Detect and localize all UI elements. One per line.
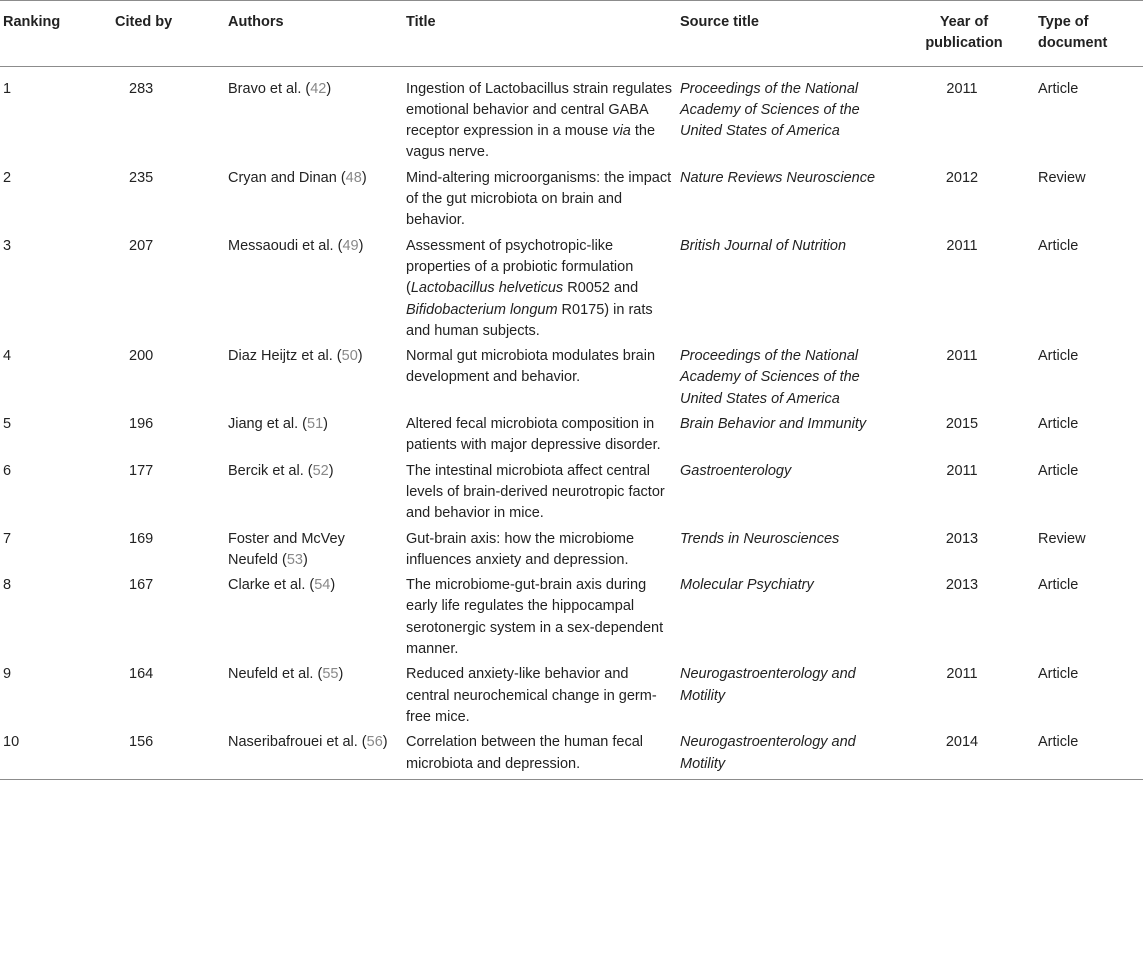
ranking-value: 3 (3, 237, 12, 254)
cell-ranking (0, 664, 111, 732)
ranking-value: 7 (3, 530, 12, 547)
document-type-value: Article (1038, 416, 1079, 433)
cell-title (402, 732, 676, 779)
cited-by-value: 235 (129, 169, 154, 186)
table-row (0, 529, 1143, 576)
header-ranking: Ranking (3, 14, 61, 30)
cell-year (894, 461, 1034, 529)
cell-authors (224, 236, 402, 346)
author-names: Bravo et al. ( (228, 80, 311, 97)
author-ref-close: ) (338, 666, 344, 683)
title-text-c: the vagus nerve. (406, 123, 656, 161)
author-names: Cryan and Dinan ( (228, 169, 346, 186)
cell-cited-by (111, 236, 224, 346)
reference-link[interactable]: 55 (322, 666, 339, 683)
author-names: Foster and McVey Neufeld ( (228, 530, 345, 568)
cell-ranking (0, 461, 111, 529)
author-names: Naseribafrouei et al. ( (228, 734, 367, 751)
author-names: Diaz Heijtz et al. ( (228, 348, 342, 365)
title-text-a: The microbiome-gut-brain axis during early life regulates the hippocampal serotonergic system in a sex-dependent manner. (406, 577, 664, 658)
cell-ranking (0, 414, 111, 461)
ranking-value: 8 (3, 577, 12, 594)
year-value: 2011 (946, 462, 978, 479)
document-type-value: Article (1038, 462, 1079, 479)
cell-year (894, 346, 1034, 414)
cell-type (1034, 346, 1143, 414)
header-cited-by: Cited by (115, 14, 173, 30)
cell-type (1034, 732, 1143, 779)
cell-authors (224, 529, 402, 576)
year-value: 2011 (946, 80, 978, 97)
cell-cited-by (111, 414, 224, 461)
cell-ranking (0, 732, 111, 779)
title-text-a: Gut-brain axis: how the microbiome influences anxiety and depression. (406, 530, 635, 568)
cell-cited-by (111, 732, 224, 779)
source-title-value: Brain Behavior and Immunity (680, 416, 867, 433)
cell-source-title (676, 414, 894, 461)
cell-authors (224, 168, 402, 236)
cited-by-value: 200 (129, 348, 154, 365)
cell-cited-by (111, 664, 224, 732)
source-title-value: Proceedings of the National Academy of Sciences of the United States of America (680, 80, 860, 140)
author-ref-close: ) (358, 237, 364, 254)
title-text-c: R0052 and (563, 280, 639, 297)
cell-title (402, 529, 676, 576)
cell-authors (224, 66, 402, 168)
cell-ranking (0, 236, 111, 346)
title-text-b: Lactobacillus helveticus (410, 280, 564, 297)
document-type-value: Article (1038, 734, 1079, 751)
cell-type (1034, 66, 1143, 168)
table-body (0, 66, 1143, 779)
reference-link[interactable]: 56 (366, 734, 383, 751)
title-text-a: Mind-altering microorganisms: the impact of the gut microbiota on brain and behavior. (406, 169, 672, 229)
cell-authors (224, 461, 402, 529)
header-authors: Authors (228, 14, 284, 30)
cell-title (402, 664, 676, 732)
cell-authors (224, 732, 402, 779)
table-header (0, 1, 1143, 67)
cited-by-value: 196 (129, 416, 154, 433)
cell-cited-by (111, 575, 224, 664)
cell-title (402, 236, 676, 346)
title-text-d: Bifidobacterium longum (406, 301, 558, 318)
reference-link[interactable]: 51 (307, 416, 324, 433)
year-value: 2011 (946, 237, 978, 254)
source-title-value: Neurogastroenterology and Motility (680, 666, 856, 704)
cell-source-title (676, 236, 894, 346)
document-type-value: Article (1038, 577, 1079, 594)
cited-by-value: 164 (129, 666, 154, 683)
cell-source-title (676, 346, 894, 414)
title-text-a: Assessment of psychotropic-like properties of a probiotic formulation ( (406, 237, 634, 297)
header-year-line2: publication (925, 35, 1003, 52)
cell-ranking (0, 66, 111, 168)
reference-link[interactable]: 54 (314, 577, 331, 594)
cell-ranking (0, 168, 111, 236)
author-ref-close: ) (326, 80, 332, 97)
title-text-a: Correlation between the human fecal microbiota and depression. (406, 734, 643, 772)
cell-source-title (676, 66, 894, 168)
reference-link[interactable]: 49 (342, 237, 359, 254)
cell-source-title (676, 461, 894, 529)
ranking-value: 6 (3, 462, 12, 479)
author-names: Jiang et al. ( (228, 416, 307, 433)
cell-cited-by (111, 168, 224, 236)
reference-link[interactable]: 48 (345, 169, 362, 186)
table-row (0, 66, 1143, 168)
document-type-value: Review (1038, 530, 1086, 547)
reference-link[interactable]: 52 (312, 462, 329, 479)
cell-type (1034, 236, 1143, 346)
cell-title (402, 168, 676, 236)
document-type-value: Article (1038, 237, 1079, 254)
cited-by-value: 156 (129, 734, 154, 751)
document-type-value: Article (1038, 348, 1079, 365)
ranking-value: 4 (3, 348, 12, 365)
cell-title (402, 575, 676, 664)
year-value: 2014 (945, 734, 979, 751)
reference-link[interactable]: 50 (341, 348, 358, 365)
cell-year (894, 664, 1034, 732)
header-year-line1: Year of (939, 14, 989, 30)
header-type-line2: document (1038, 35, 1108, 52)
title-text-a: Ingestion of Lactobacillus strain regulates emotional behavior and central GABA receptor expression in a mouse (406, 80, 672, 140)
cell-year (894, 575, 1034, 664)
source-title-value: Trends in Neurosciences (680, 530, 840, 547)
ranking-value: 10 (3, 734, 20, 751)
year-value: 2011 (946, 666, 978, 683)
header-source-title: Source title (680, 14, 759, 30)
header-type-line1: Type of (1038, 14, 1089, 30)
cell-source-title (676, 575, 894, 664)
cell-type (1034, 529, 1143, 576)
cited-by-value: 207 (129, 237, 154, 254)
document-type-value: Review (1038, 169, 1086, 186)
author-ref-close: ) (323, 416, 328, 433)
year-value: 2012 (945, 169, 979, 186)
cell-authors (224, 575, 402, 664)
author-ref-close: ) (382, 734, 388, 751)
author-names: Clarke et al. ( (228, 577, 315, 594)
table-row (0, 346, 1143, 414)
cell-cited-by (111, 461, 224, 529)
cell-title (402, 414, 676, 461)
cell-year (894, 732, 1034, 779)
cell-year (894, 168, 1034, 236)
year-value: 2011 (946, 348, 978, 365)
author-ref-close: ) (328, 462, 334, 479)
title-text-a: The intestinal microbiota affect central levels of brain-derived neurotropic factor and behavior in mice. (406, 462, 665, 522)
cell-source-title (676, 168, 894, 236)
title-text-a: Normal gut microbiota modulates brain development and behavior. (406, 348, 656, 386)
source-title-value: Neurogastroenterology and Motility (680, 734, 856, 772)
cell-cited-by (111, 346, 224, 414)
cell-cited-by (111, 529, 224, 576)
author-ref-close: ) (330, 577, 336, 594)
year-value: 2013 (945, 577, 979, 594)
cell-authors (224, 414, 402, 461)
ranking-value: 1 (3, 80, 12, 97)
cell-year (894, 236, 1034, 346)
title-text-a: Altered fecal microbiota composition in patients with major depressive disorder. (406, 416, 661, 454)
table-row (0, 414, 1143, 461)
source-title-value: Nature Reviews Neuroscience (680, 169, 876, 186)
cell-source-title (676, 529, 894, 576)
year-value: 2013 (945, 530, 979, 547)
header-type-of-document (1034, 1, 1143, 67)
cell-authors (224, 346, 402, 414)
cell-authors (224, 664, 402, 732)
cell-title (402, 66, 676, 168)
cell-ranking (0, 346, 111, 414)
ranking-value: 9 (3, 666, 12, 683)
cell-year (894, 66, 1034, 168)
source-title-value: Gastroenterology (680, 462, 792, 479)
cited-by-value: 177 (129, 462, 154, 479)
header-title: Title (406, 14, 436, 30)
year-value: 2015 (945, 416, 979, 433)
table-row (0, 732, 1143, 779)
table-row (0, 664, 1143, 732)
ranking-value: 5 (3, 416, 12, 433)
cell-title (402, 346, 676, 414)
cell-year (894, 529, 1034, 576)
author-names: Neufeld et al. ( (228, 666, 323, 683)
title-text-e: R0175) in rats and human subjects. (406, 301, 653, 339)
cell-ranking (0, 529, 111, 576)
author-names: Bercik et al. ( (228, 462, 313, 479)
table-row (0, 575, 1143, 664)
header-year-of-publication (894, 1, 1034, 67)
author-ref-close: ) (302, 551, 308, 568)
author-ref-close: ) (361, 169, 367, 186)
author-names: Messaoudi et al. ( (228, 237, 343, 254)
cell-ranking (0, 575, 111, 664)
source-title-value: British Journal of Nutrition (680, 237, 847, 254)
table-row (0, 168, 1143, 236)
cited-by-value: 169 (129, 530, 154, 547)
reference-link[interactable]: 53 (286, 551, 303, 568)
cited-by-value: 283 (129, 80, 154, 97)
source-title-value: Proceedings of the National Academy of Sciences of the United States of America (680, 348, 860, 407)
document-type-value: Article (1038, 80, 1079, 97)
cell-year (894, 414, 1034, 461)
cell-type (1034, 168, 1143, 236)
document-type-value: Article (1038, 666, 1079, 683)
cell-type (1034, 575, 1143, 664)
table-row (0, 461, 1143, 529)
cell-type (1034, 461, 1143, 529)
cell-cited-by (111, 66, 224, 168)
cell-title (402, 461, 676, 529)
reference-link[interactable]: 42 (310, 80, 327, 97)
source-title-value: Molecular Psychiatry (680, 577, 814, 594)
cell-source-title (676, 664, 894, 732)
header-row (0, 1, 1143, 67)
title-text-b: via (612, 123, 631, 140)
ranking-value: 2 (3, 169, 12, 186)
cell-type (1034, 664, 1143, 732)
cell-type (1034, 414, 1143, 461)
title-text-a: Reduced anxiety-like behavior and central neurochemical change in germ-free mice. (406, 666, 657, 725)
author-ref-close: ) (357, 348, 363, 365)
cell-source-title (676, 732, 894, 779)
table-row (0, 236, 1143, 346)
cited-by-value: 167 (129, 577, 154, 594)
